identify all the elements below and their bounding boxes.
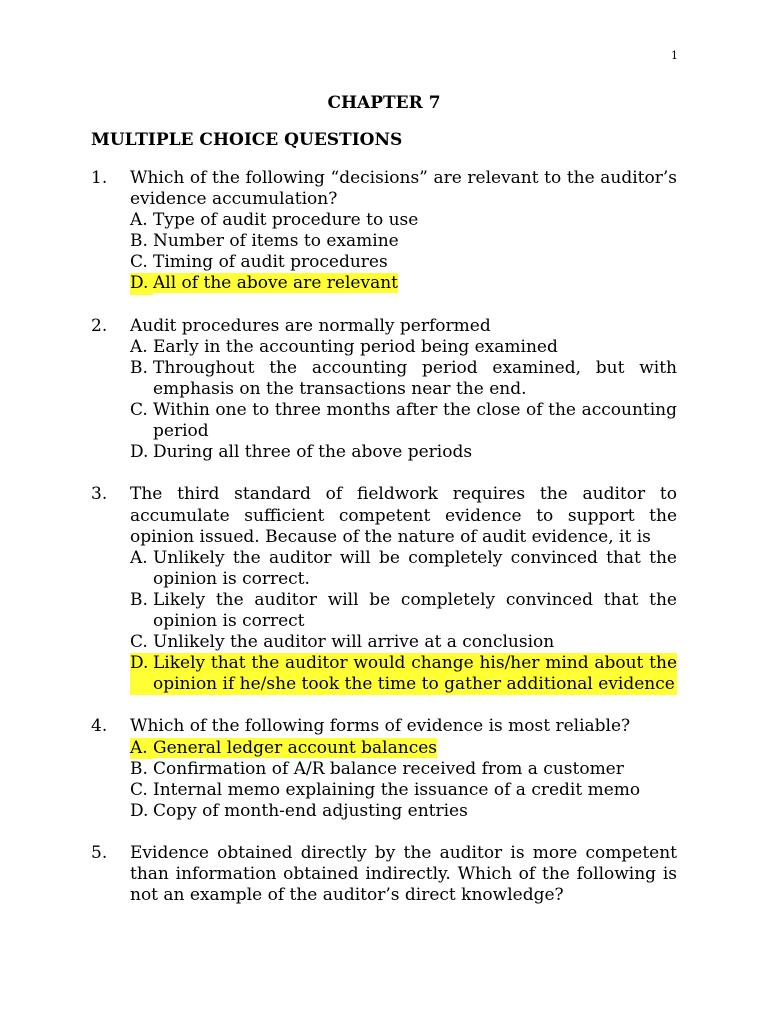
option-a-highlighted: [130, 738, 677, 759]
option-letter: D.: [130, 273, 153, 294]
option-text: Likely the auditor will be completely convinced that the opinion is correct: [153, 589, 677, 631]
question-1: [91, 168, 677, 295]
question-number: 1.: [91, 168, 108, 188]
option-text: Timing of audit procedures: [153, 252, 388, 273]
option-letter: A.: [130, 547, 148, 568]
option-b: [130, 759, 677, 780]
option-text: Early in the accounting period being examined: [153, 336, 558, 357]
option-text: Confirmation of A/R balance received from a customer: [153, 758, 624, 779]
option-text: Within one to three months after the close of the accounting period: [153, 400, 677, 442]
question-4: [91, 716, 677, 821]
option-c: [130, 252, 677, 273]
option-a: [130, 548, 677, 590]
question-number: 2.: [91, 315, 108, 336]
option-text: Throughout the accounting period examined, but with emphasis on the transactions near the end.: [153, 357, 677, 399]
question-5: [91, 843, 677, 906]
option-d-highlighted: [130, 273, 677, 294]
option-letter: A.: [130, 738, 153, 759]
option-list: [130, 548, 677, 696]
question-2: [91, 316, 677, 464]
option-list: [130, 738, 677, 822]
option-letter: D.: [130, 442, 149, 463]
option-letter: B.: [130, 758, 148, 779]
option-d-highlighted: [130, 653, 677, 695]
question-stem: Which of the following “decisions” are relevant to the auditor’s evidence accumulation?: [130, 168, 677, 210]
option-text: Type of audit procedure to use: [153, 210, 419, 231]
option-letter: C.: [130, 252, 148, 273]
chapter-title: CHAPTER 7: [327, 93, 441, 113]
option-d: [130, 801, 677, 822]
question-number: 4.: [91, 716, 108, 737]
question-number: 3.: [91, 484, 108, 505]
option-c: [130, 400, 677, 442]
option-text: Copy of month-end adjusting entries: [153, 800, 468, 821]
option-a: [130, 337, 677, 358]
page-number: 1: [671, 49, 678, 62]
option-c: [130, 780, 677, 801]
option-d: [130, 442, 677, 463]
option-list: [130, 210, 677, 294]
option-letter: B.: [130, 231, 148, 252]
question-stem: Which of the following forms of evidence is most reliable?: [130, 716, 631, 737]
question-list: [91, 168, 677, 927]
option-text: Internal memo explaining the issuance of a credit memo: [153, 779, 641, 800]
option-b: [130, 358, 677, 400]
option-list: [130, 337, 677, 464]
option-letter: D.: [130, 653, 149, 674]
option-text: All of the above are relevant: [153, 273, 398, 294]
option-c: [130, 632, 677, 653]
option-text: Unlikely the auditor will arrive at a conclusion: [153, 632, 555, 653]
option-text: Likely that the auditor would change his/her mind about the opinion if he/she took the time to gather additional evidence: [153, 653, 677, 695]
option-text: General ledger account balances: [153, 737, 437, 758]
option-letter: A.: [130, 336, 148, 357]
option-letter: C.: [130, 400, 148, 421]
question-stem: Evidence obtained directly by the auditor is more competent than information obtained indirectly. Which of the following is not an example of the auditor’s direct knowledge?: [130, 843, 677, 906]
option-b: [130, 231, 677, 252]
question-stem: The third standard of fieldwork requires the auditor to accumulate sufficient competent evidence to support the opinion issued. Because of the nature of audit evidence, it is: [130, 484, 677, 547]
option-letter: B.: [130, 589, 148, 610]
option-letter: D.: [130, 800, 149, 821]
question-number: 5.: [91, 843, 108, 863]
question-stem: Audit procedures are normally performed: [130, 315, 491, 336]
option-letter: B.: [130, 357, 148, 378]
option-letter: C.: [130, 632, 148, 653]
option-letter: A.: [130, 210, 148, 231]
option-letter: C.: [130, 779, 148, 800]
section-title: MULTIPLE CHOICE QUESTIONS: [91, 130, 403, 150]
question-3: [91, 484, 677, 695]
option-a: [130, 210, 677, 231]
option-text: Unlikely the auditor will be completely convinced that the opinion is correct.: [153, 547, 677, 589]
option-text: During all three of the above periods: [153, 442, 473, 463]
option-text: Number of items to examine: [153, 231, 399, 252]
option-b: [130, 590, 677, 632]
